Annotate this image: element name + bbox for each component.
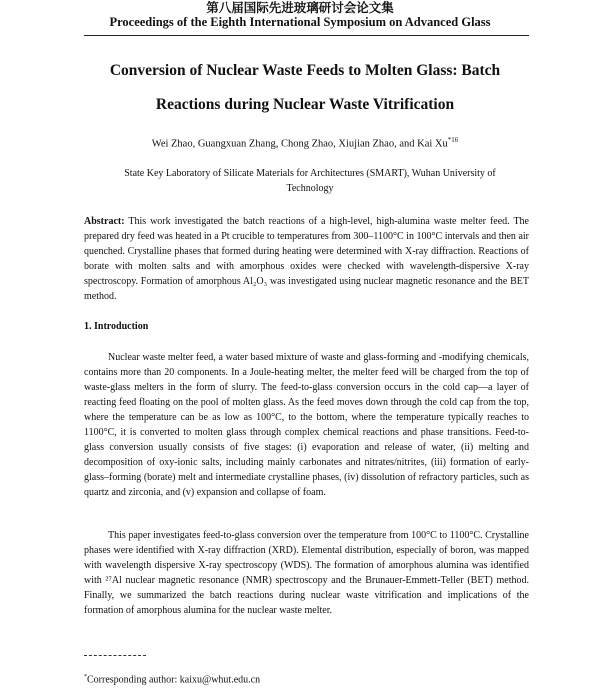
abstract [84, 214, 529, 304]
abstract-text: This work investigated the batch reactions of a high-level, high-alumina waste melter feed. The prepared dry feed was heated in a Pt crucible to temperatures from 300–1100°C in 100°C intervals and then air quenched. Crystalline phases that formed during heating were determined with X-ray diffraction. Reactions of borate with molten salts and with amorphous oxides were checked with wavelength-dispersive X-ray spectroscopy. Formation of amorphous Al₂O₃ was investigated using nuclear magnetic resonance and the BET method. [84, 216, 529, 302]
footnote-marker: * [84, 674, 87, 680]
intro-paragraph-1: Nuclear waste melter feed, a water based mixture of waste and glass-forming and -modifying chemicals, contains more than 20 components. In a Joule-heating melter, the melter feed will be charged from the top of waste-glass melters in the form of slurry. The feed-to-glass conversion occurs in the cold cap—a layer of reacting feed floating on the pool of molten glass. As the feed moves down through the cold cap from the top, where the temperature can be as low as 100°C, to the bottom, where the temperature typically reaches to 1100°C, it is converted to molten glass through complex chemical reactions and phase transitions. Feed-to-glass conversion usually consists of five stages: (i) evaporation and release of water, (ii) melting and decomposition of oxy-ionic salts, including mainly carbonates and nitrates/nitrites, (iii) formation of early-glass–forming (borate) melt and intermediate crystalline phases, (iv) dissolution of refractory particles, such as quartz and zirconia, and (v) expansion and collapse of foam. [84, 352, 529, 498]
paper-title-line-1: Conversion of Nuclear Waste Feeds to Molten Glass: Batch [109, 62, 501, 79]
footnote-rule [84, 655, 146, 656]
footnote [84, 674, 260, 685]
abstract-label: Abstract: [84, 216, 125, 227]
header-rule [84, 35, 529, 36]
author-names: Wei Zhao, Guangxuan Zhang, Chong Zhao, Xiujian Zhao, and Kai Xu [151, 138, 448, 150]
section-heading-introduction: 1. Introduction [84, 321, 149, 332]
paper-title-line-2: Reactions during Nuclear Waste Vitrification [155, 96, 455, 113]
running-header-english: Proceedings of the Eighth International Symposium on Advanced Glass [109, 15, 491, 29]
corresponding-author: Corresponding author: kaixu@whut.edu.cn [87, 674, 261, 686]
author-marker: *16 [447, 136, 459, 144]
intro-paragraph-2: This paper investigates feed-to-glass conversion over the temperature from 100°C to 1100°C. Crystalline phases were identified with X-ray diffraction (XRD). Elemental distribution, especially of boron, was mapped with wavelength dispersive X-ray spectroscopy (WDS). The formation of amorphous alumina was identified with ²⁷Al nuclear magnetic resonance (NMR) spectroscopy and the Brunauer-Emmett-Teller (BET) method. Finally, we summarized the batch reactions during nuclear waste vitrification and implications of the formation of amorphous alumina for the nuclear waste melter. [84, 530, 529, 616]
affiliation: State Key Laboratory of Silicate Materials for Architectures (SMART), Wuhan University of Technology [124, 168, 496, 194]
author-list [70, 136, 540, 150]
running-header-chinese: 第八届国际先进玻璃研讨会论文集 [206, 0, 394, 15]
